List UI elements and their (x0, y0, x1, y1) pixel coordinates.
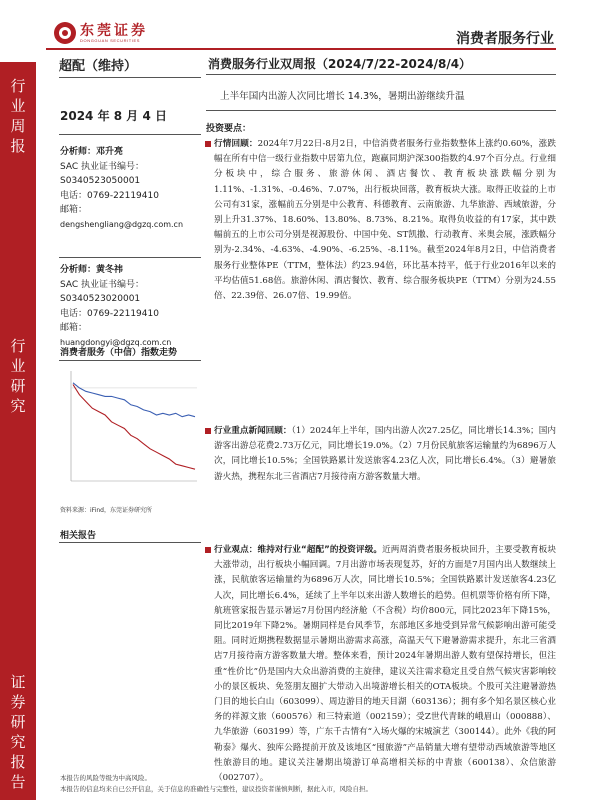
sidebar-char: 告 (10, 773, 26, 791)
report-title: 消费服务行业双周报（2024/7/22-2024/8/4） (208, 57, 472, 71)
sidebar-char: 行 (10, 77, 26, 95)
analyst-phone: 电话：0769-22119410 (60, 308, 159, 319)
analyst-name: 分析师：黄冬祎 (60, 265, 124, 275)
analyst-divider (59, 257, 201, 258)
analyst-cert-label: SAC 执业证书编号： (60, 161, 145, 172)
footer-info-line: 本报告的信息均来自已公开信息，关于信息的准确性与完整性，建议投资者谨慎判断，据此入市，风险自担。 (60, 785, 372, 793)
sidebar-char: 研 (10, 377, 26, 395)
analyst-block (60, 263, 206, 350)
footer-risk-line: 本报告的风险等级为中高风险。 (60, 774, 151, 782)
bullet-square-icon (205, 141, 211, 147)
analyst-cert-no: S0340523050001 (60, 176, 141, 186)
rating: 超配（维持） (59, 59, 138, 74)
report-date: 2024 年 8 月 4 日 (60, 109, 167, 123)
sidebar-char: 周 (10, 117, 26, 135)
sidebar-char: 行 (10, 337, 26, 355)
analyst-email[interactable]: huangdongyi@dgzq.com.cn (60, 337, 172, 347)
industry-view-paragraph (214, 543, 556, 784)
chart-divider (59, 360, 201, 361)
analyst-name: 分析师：邓升亮 (60, 147, 124, 157)
chart-svg (59, 363, 201, 503)
bullet-square-icon (205, 428, 211, 434)
news-review-text: （1）2024年上半年，国内出游人次27.25亿，同比增长14.3%；国内游客出游总花费2.73万亿元，同比增长19.0%。（2）7月份民航旅客运输量约为6896万人次，同比增长10.5%；全国铁路累计发送旅客4.23亿人次，同比增长6.4%。（3）避暑旅游火热，携程东北三省酒店7月接待南方游客数量大增。 (214, 426, 556, 482)
left-sidebar (0, 62, 36, 800)
page-header (0, 0, 600, 50)
sidebar-char: 报 (10, 137, 26, 155)
bullet-square-icon (205, 547, 211, 553)
sidebar-char: 业 (10, 357, 26, 375)
logo-chinese: 东莞证券 (80, 22, 148, 39)
rating-divider (59, 77, 201, 78)
sidebar-char: 证 (10, 673, 26, 691)
logo-emblem-icon (54, 22, 76, 44)
subtitle-divider (206, 110, 556, 111)
sidebar-label-weekly (0, 76, 36, 156)
chart-source: 资料来源：iFind，东莞证券研究所 (60, 507, 152, 514)
news-review-lead: 行业重点新闻回顾： (214, 426, 292, 436)
analyst-email[interactable]: dengshengliang@dgzq.com.cn (60, 219, 184, 229)
sidebar-char: 究 (10, 733, 26, 751)
sidebar-char: 业 (10, 97, 26, 115)
logo-text (80, 24, 148, 43)
analyst-cert-label: SAC 执业证书编号： (60, 279, 145, 290)
date-divider (59, 134, 201, 135)
analyst-block (60, 145, 206, 232)
market-review-lead: 行情回顾： (214, 139, 258, 149)
analyst-email-label: 邮箱： (60, 205, 88, 215)
sidebar-char: 研 (10, 713, 26, 731)
sidebar-char: 券 (10, 693, 26, 711)
related-reports-heading: 相关报告 (60, 531, 97, 541)
analyst-email-label: 邮箱： (60, 323, 88, 333)
footer-disclaimer (60, 773, 372, 795)
industry-view-text: 近两周消费者服务板块回升，主要受教育板块大涨带动，出行板块小幅回调。7月出游市场表现复苏，好的方面是7月国内出人数继续上涨，民航旅客运输量约为6896万人次，同比增长10.5%；全国铁路累计发送旅客4.23亿人次，同比增长6.4%，延续了上半年以来出游人数增长的趋势。但机票等价格有所下降，航班管家报告显示暑运7月份国内经济舱（不含税）均价800元，同比2023年下降15%，同比2019年下降2%。暑期同样是台风季节，东部地区多地受到异常气候影响出游可能受阻。同时近期携程数据显示暑期出游需求高涨，高温天气下避暑游需求提升，东北三省酒店7月接待南方游客数量大增。整体来看，预计2024年暑期出游人数有望保持增长，但注重“性价比”仍是国内大众出游消费的主旋律，建议关注需求稳定且受自然气候灾害影响较小的景区板块、免签朋友圈扩大带动入出境游增长相关的OTA板块。个股可关注避暑游热门目的地长白山（603099）、周边游目的地天目湖（603136）；拥有多个知名景区核心业务的祥源文旅（600576）和三特索道（002159）；受Z世代青睐的峨眉山（000888）、九华旅游（603199）等，广东千古情有“入场火爆的宋城演艺（300144）。此外《我的阿勒泰》爆火、独库公路提前开放及该地区“囤旅游”产品销量大增有望带动西域旅游等地区性旅游目的地。建议关注暑期出境游订单高增相关标的中青旅（600138）、众信旅游（002707）。 (214, 545, 556, 784)
analyst-phone: 电话：0769-22119410 (60, 190, 159, 201)
sidebar-label-securities (0, 672, 36, 792)
industry-title: 消费者服务行业 (456, 31, 554, 47)
market-review-paragraph (214, 137, 556, 402)
chart-title: 消费者服务（中信）指数走势 (60, 348, 178, 358)
company-logo (54, 22, 148, 44)
title-divider (206, 74, 556, 75)
header-divider (46, 48, 556, 50)
related-divider (59, 542, 201, 543)
market-review-text: 2024年7月22日-8月2日，中信消费者服务行业指数整体上涨约0.60%，涨跌幅在所有中信一级行业指数中居第九位，跑赢同期沪深300指数约4.97个百分点。行业细分板块中，综合服务、旅游休闲、酒店餐饮、教育板块涨跌幅分别为1.11%、-1.31%、-0.46%、7.07%，出行板块回落，教育板块大涨。取得正收益的上市公司有31家，涨幅前五分别是中公教育、科德教育、云南旅游、九华旅游、西域旅游，分别上升31.37%、18.60%、13.80%、8.73%、8.21%。取得负收益的有17家，其中跌幅前五的上市公司分别是视源股份、中国中免、ST凯撒、行动教育、米奥会展，涨跌幅分别为-2.34%、-4.63%、-4.90%、-6.25%、-8.11%。截至2024年8月2日，中信消费者服务行业整体PE（TTM，整体法）约23.94倍，环比基本持平，低于行业2016年以来的平均估值51.68倍。旅游休闲、酒店餐饮、教育、综合服务板块PE（TTM）分别为24.55倍、22.39倍、26.07倍、19.99倍。 (214, 139, 556, 302)
news-review-paragraph (214, 424, 556, 520)
logo-english: DONGGUAN SECURITIES (80, 37, 141, 43)
industry-view-lead: 行业观点：维持对行业“超配”的投资评级。 (214, 545, 383, 555)
sidebar-char: 究 (10, 397, 26, 415)
analyst-cert-no: S0340523020001 (60, 294, 141, 304)
investment-points-label: 投资要点： (206, 124, 252, 134)
report-subtitle: 上半年国内出游人次同比增长 14.3%，暑期出游继续升温 (220, 91, 465, 102)
chart-series-line-0 (73, 385, 195, 470)
index-trend-chart (59, 363, 201, 503)
sidebar-char: 报 (10, 753, 26, 771)
sidebar-label-research (0, 336, 36, 416)
